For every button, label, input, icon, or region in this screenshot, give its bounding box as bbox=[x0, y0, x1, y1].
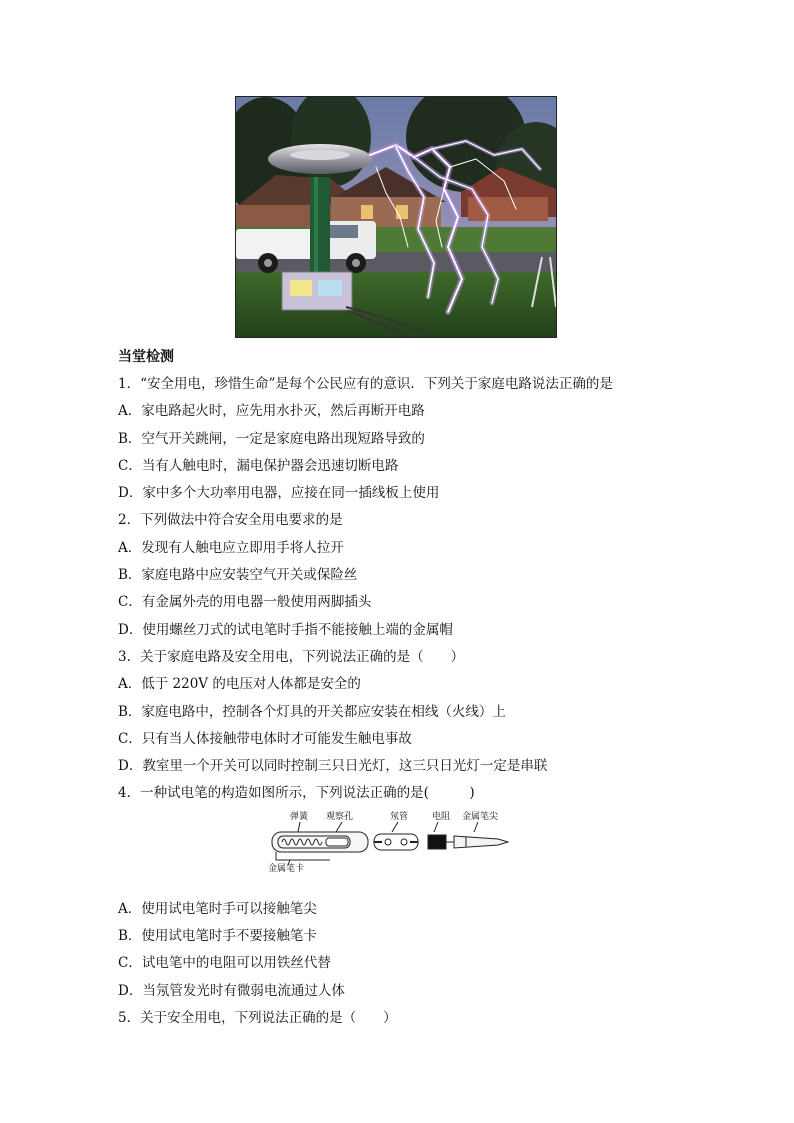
label-clip: 金属笔卡 bbox=[268, 863, 305, 874]
question-2-option-c: C．有金属外壳的用电器一般使用两脚插头 bbox=[118, 594, 372, 611]
question-1-option-c: C．当有人触电时，漏电保护器会迅速切断电路 bbox=[118, 457, 399, 474]
label-tip: 金属笔尖 bbox=[462, 811, 499, 822]
content-area bbox=[118, 344, 718, 1032]
tesla-coil-photo bbox=[235, 96, 557, 338]
question-4-option-a: A．使用试电笔时手可以接触笔尖 bbox=[118, 900, 317, 917]
question-3-option-a: A．低于 220V 的电压对人体都是安全的 bbox=[118, 676, 361, 693]
question-3-option-d: D．教室里一个开关可以同时控制三只日光灯，这三只日光灯一定是串联 bbox=[118, 758, 548, 775]
label-spring: 弹簧 bbox=[290, 811, 309, 822]
question-2-option-b: B．家庭电路中应安装空气开关或保险丝 bbox=[118, 567, 358, 584]
label-resistor: 电阻 bbox=[432, 811, 451, 822]
section-title: 当堂检测 bbox=[118, 349, 174, 365]
question-2-option-a: A．发现有人触电应立即用手将人拉开 bbox=[118, 539, 344, 556]
question-4-option-b: B．使用试电笔时手不要接触笔卡 bbox=[118, 928, 317, 945]
test-pen-diagram bbox=[118, 810, 718, 892]
label-window: 观察孔 bbox=[326, 811, 354, 822]
question-4-option-c: C．试电笔中的电阻可以用铁丝代替 bbox=[118, 955, 331, 972]
label-neon: 氖管 bbox=[390, 811, 409, 822]
question-1-option-d: D．家中多个大功率用电器，应接在同一插线板上使用 bbox=[118, 485, 440, 502]
question-2-stem: 2．下列做法中符合安全用电要求的是 bbox=[118, 512, 343, 529]
question-3-stem: 3．关于家庭电路及安全用电，下列说法正确的是（ ） bbox=[118, 648, 465, 665]
question-4-stem: 4．一种试电笔的构造如图所示，下列说法正确的是( ) bbox=[118, 785, 475, 802]
question-2-option-d: D．使用螺丝刀式的试电笔时手指不能接触上端的金属帽 bbox=[118, 621, 453, 638]
question-1-option-a: A．家电路起火时，应先用水扑灭，然后再断开电路 bbox=[118, 403, 425, 420]
question-4-option-d: D．当氖管发光时有微弱电流通过人体 bbox=[118, 982, 345, 999]
question-3-option-b: B．家庭电路中，控制各个灯具的开关都应安装在相线（火线）上 bbox=[118, 703, 506, 720]
question-5-stem: 5．关于安全用电，下列说法正确的是（ ） bbox=[118, 1009, 397, 1026]
question-3-option-c: C．只有当人体接触带电体时才可能发生触电事故 bbox=[118, 730, 412, 747]
question-1-stem: 1．“安全用电，珍惜生命”是每个公民应有的意识．下列关于家庭电路说法正确的是 bbox=[118, 376, 613, 392]
question-1-option-b: B．空气开关跳闸，一定是家庭电路出现短路导致的 bbox=[118, 430, 425, 447]
test-pen-drawing bbox=[270, 810, 530, 870]
